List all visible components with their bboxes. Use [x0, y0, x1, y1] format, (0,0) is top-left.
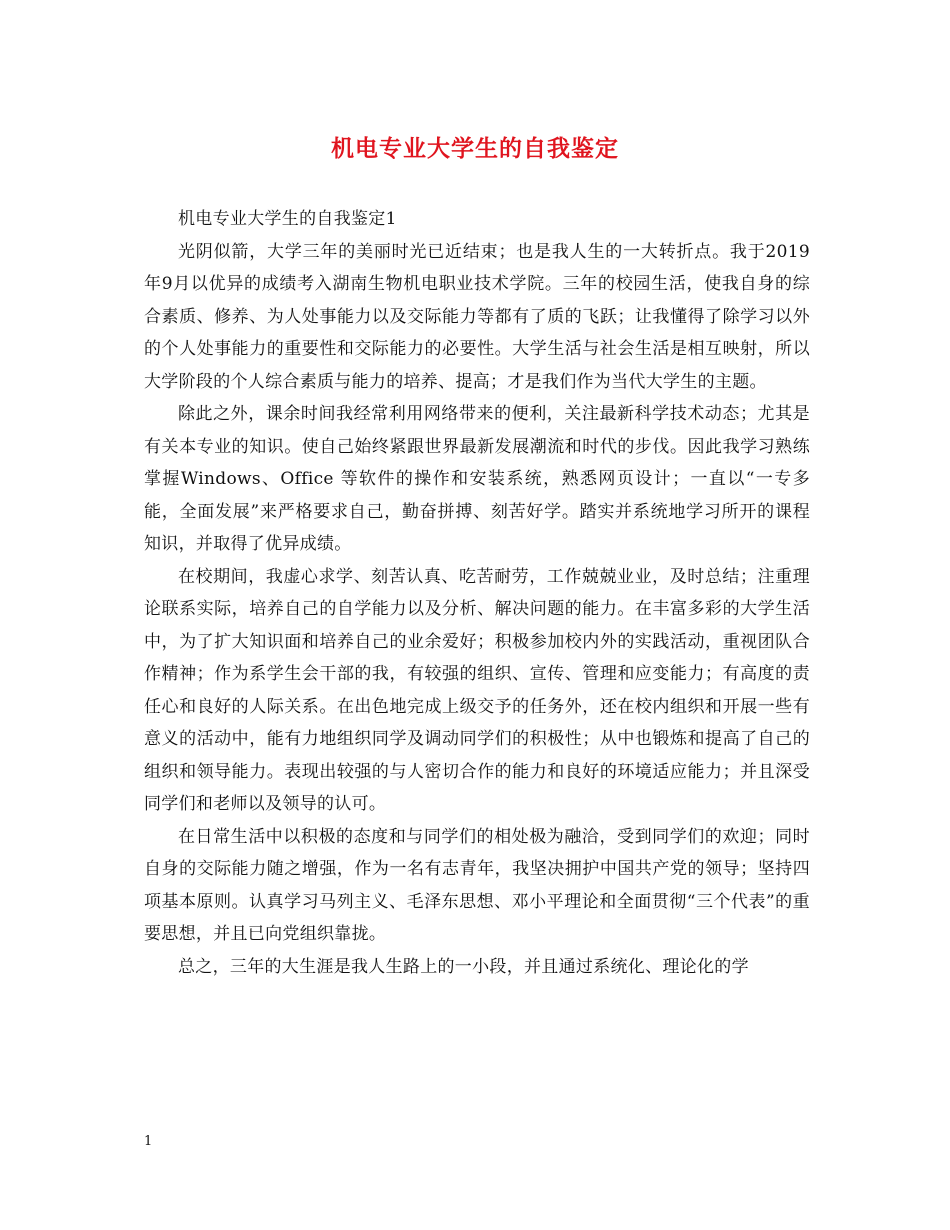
document-title: 机电专业大学生的自我鉴定 [331, 135, 619, 162]
paragraph: 除此之外，课余时间我经常利用网络带来的便利，关注最新科学技术动态；尤其是有关本专业的知识。使自己始终紧跟世界最新发展潮流和时代的步伐。因此我学习熟练掌握Windows、Office 等软件的操作和安装系统，熟悉网页设计；一直以“一专多能，全面发展”来严格要求自己，勤奋拼搏、刻苦好学。踏实并系统地学习所开的课程知识，并取得了优异成绩。 [144, 404, 810, 554]
document-body [144, 203, 810, 983]
paragraph: 在日常生活中以积极的态度和与同学们的相处极为融洽，受到同学们的欢迎；同时自身的交际能力随之增强，作为一名有志青年，我坚决拥护中国共产党的领导；坚持四项基本原则。认真学习马列主义、毛泽东思想、邓小平理论和全面贯彻“三个代表”的重要思想，并且已向党组织靠拢。 [144, 826, 810, 944]
page-number: 1 [144, 1134, 153, 1149]
paragraph: 在校期间，我虚心求学、刻苦认真、吃苦耐劳，工作兢兢业业，及时总结；注重理论联系实际，培养自己的自学能力以及分析、解决问题的能力。在丰富多彩的大学生活中，为了扩大知识面和培养自己的业余爱好；积极参加校内外的实践活动，重视团队合作精神；作为系学生会干部的我，有较强的组织、宣传、管理和应变能力；有高度的责任心和良好的人际关系。在出色地完成上级交予的任务外，还在校内组织和开展一些有意义的活动中，能有力地组织同学及调动同学们的积极性；从中也锻炼和提高了自己的组织和领导能力。表现出较强的与人密切合作的能力和良好的环境适应能力；并且深受同学们和老师以及领导的认可。 [144, 566, 810, 814]
section-heading: 机电专业大学生的自我鉴定1 [178, 209, 397, 229]
paragraph: 光阴似箭，大学三年的美丽时光已近结束；也是我人生的一大转折点。我于2019年9月以优异的成绩考入湖南生物机电职业技术学院。三年的校园生活，使我自身的综合素质、修养、为人处事能力以及交际能力等都有了质的飞跃；让我懂得了除学习以外的个人处事能力的重要性和交际能力的必要性。大学生活与社会生活是相互映射，所以大学阶段的个人综合素质与能力的培养、提高；才是我们作为当代大学生的主题。 [144, 241, 810, 392]
paragraph: 总之，三年的大生涯是我人生路上的一小段，并且通过系统化、理论化的学 [178, 956, 749, 977]
